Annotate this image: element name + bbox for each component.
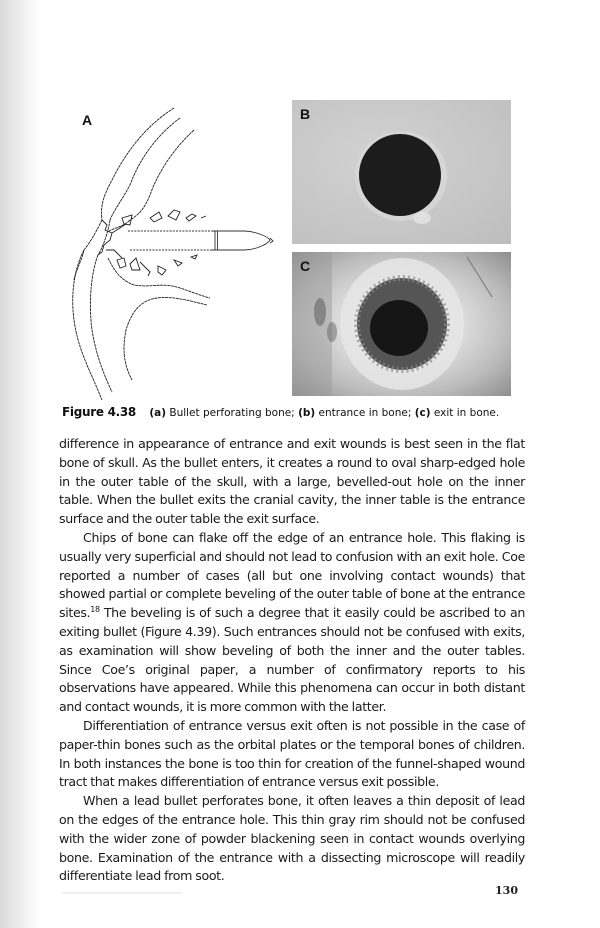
paragraph-1: difference in appearance of entrance and exit wounds is best seen in the flat bone of skull. As the bullet enters, it creates a round to oval sharp-edged hole in the outer table of the skull, with a large, bevelled-out hole on the inner table. When the bullet exits the cranial cavity, the inner table is the entrance surface and the outer table the exit surface. [59,436,525,527]
paragraph-2-text-c: ). Such entrances should not be confused with exits, as examination will show beveling of both the inner and the outer tables. Since Coe’s original paper, a number of confirmatory reports to his observations have appeared. While this phenomena can occur in both distant and contact wounds, it is more common with the latter. [59,623,525,715]
figure-4-39-link[interactable]: Figure 4.39 [145,623,212,639]
figure-panel-b [292,100,511,244]
page-number: 130 [495,884,518,897]
caption-marker-a: (a) [149,407,167,419]
paragraph-2 [59,529,525,717]
caption-marker-b: (b) [298,407,316,419]
figure-panel-c [292,252,511,396]
exit-hole-photo [292,252,511,396]
caption-text-a: Bullet perforating bone; [166,407,299,419]
body-text [59,435,525,886]
paragraph-3: Differentiation of entrance versus exit often is not possible in the case of paper-thin bones such as the orbital plates or the temporal bones of children. In both instances the bone is too thin for creation of the funnel-shaped wound tract that makes differentiation of entrance versus exit possible. [59,717,525,790]
bullet-perforating-bone-drawing [62,100,277,400]
caption-text-b: entrance in bone; [315,407,415,419]
footer-line [62,892,182,894]
entrance-hole-photo [292,100,511,244]
caption-text-c: exit in bone. [430,407,500,419]
panel-label-a: A [82,112,93,128]
figure-caption [62,405,542,419]
page-gutter-shadow [0,0,40,928]
panel-label-b: B [300,106,311,122]
caption-marker-c: (c) [414,407,431,419]
reference-18[interactable]: 18 [90,604,100,614]
figure-panel-a [62,100,277,400]
paragraph-4: When a lead bullet perforates bone, it often leaves a thin deposit of lead on the edges of the entrance hole. This thin gray rim should not be confused with the wider zone of powder blackening seen in contact wounds overlying bone. Examination of the entrance with a dissecting microscope will readily differentiate lead from soot. [59,793,525,884]
panel-label-c: C [300,258,311,274]
paragraph-2-text-b: The beveling is of such a degree that it easily could be ascribed to an exiting bullet ( [59,605,525,639]
paragraph-2-text-a: Chips of bone can flake off the edge of an entrance hole. This flaking is usually very superficial and should not lead to confusion with an exit hole. Coe reported a number of cases (all but one involving contact wounds) that showed partial or complete beveling of the outer table of bone at the entrance sites. [59,529,525,621]
figure-number: Figure 4.38 [62,405,136,419]
